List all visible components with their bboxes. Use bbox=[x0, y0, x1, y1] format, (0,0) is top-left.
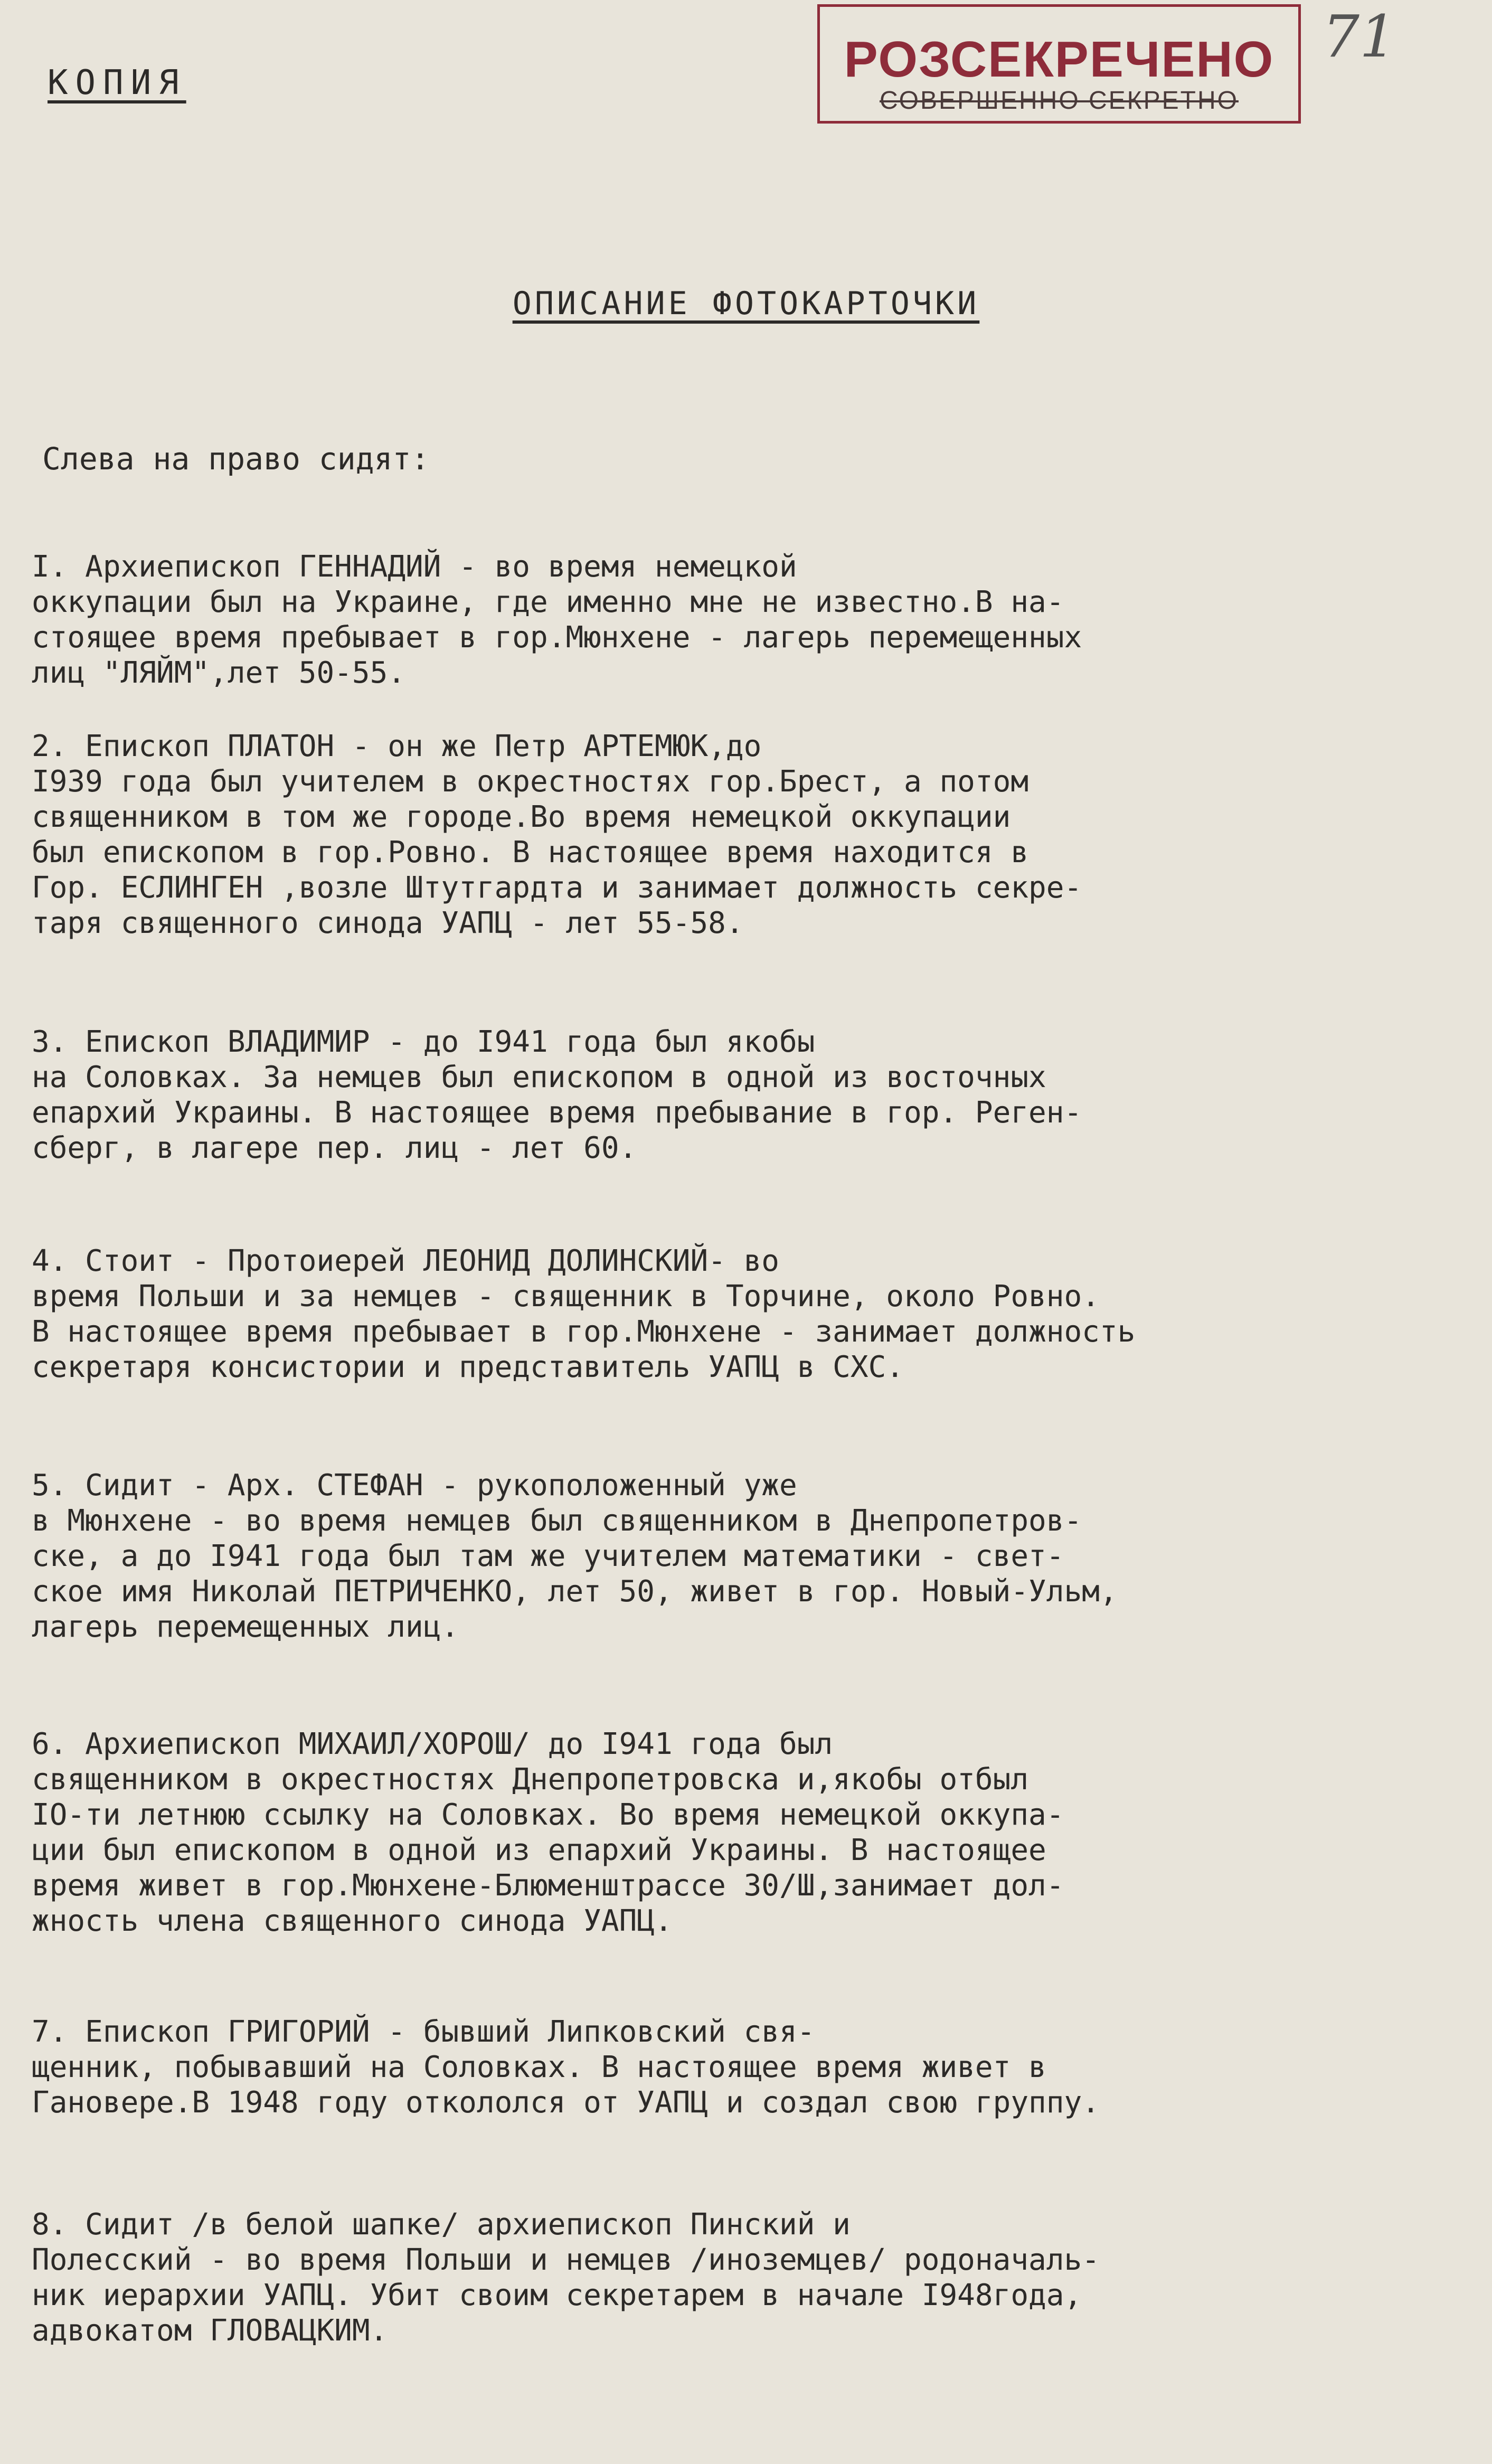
declassified-stamp bbox=[817, 4, 1301, 124]
item-5: 5. Сидит - Арх. СТЕФАН - рукоположенный уже в Мюнхене - во время немцев был священником в Днепропетров- ске, а до I941 года был там же учителем математики - свет- ское имя Николай ПЕТРИЧЕНКО, лет 50, живет в гор. Новый-Ульм, лагерь перемещенных лиц. bbox=[32, 1468, 1118, 1644]
item-8: 8. Сидит /в белой шапке/ архиепископ Пинский и Полесский - во время Польши и немцев /иноземцев/ родоначаль- ник иерархии УАПЦ. Убит своим секретарем в начале I948года, адвокатом ГЛОВАЦКИМ. bbox=[32, 2207, 1100, 2348]
intro-line: Слева на право сидят: bbox=[42, 441, 430, 477]
item-2: 2. Епископ ПЛАТОН - он же Петр АРТЕМЮК,до I939 года был учителем в окрестностях гор.Брест, а потом священником в том же городе.Во время немецкой оккупации был епископом в гор.Ровно. В настоящее время находится в Гор. ЕСЛИНГЕН ,возле Штутгардта и занимает должность секре- таря священного синода УАПЦ - лет 55-58. bbox=[32, 729, 1082, 940]
item-1: I. Архиепископ ГЕННАДИЙ - во время немецкой оккупации был на Украине, где именно мне не известно.В на- стоящее время пребывает в гор.Мюнхене - лагерь перемещенных лиц "ЛЯЙМ",лет 50-55. bbox=[32, 550, 1082, 690]
copy-mark: КОПИЯ bbox=[48, 63, 186, 102]
item-6: 6. Архиепископ МИХАИЛ/ХОРОШ/ до I941 года был священником в окрестностях Днепропетровска и,якобы отбыл IO-ти летнюю ссылку на Соловках. Во время немецкой оккупа- ции был епископом в одной из епархий Украины. В настоящее время живет в гор.Мюнхене-Блюменштрассе 30/Ш,занимает дол- жность члена священного синода УАПЦ. bbox=[32, 1727, 1064, 1938]
document-title: ОПИСАНИЕ ФОТОКАРТОЧКИ bbox=[512, 285, 980, 322]
item-7: 7. Епископ ГРИГОРИЙ - бывший Липковский свя- щенник, побывавший на Соловках. В настоящее время живет в Гановере.В 1948 году откололся от УАПЦ и создал свою группу. bbox=[32, 2015, 1100, 2120]
item-4: 4. Стоит - Протоиерей ЛЕОНИД ДОЛИНСКИЙ- во время Польши и за немцев - священник в Торчине, около Ровно. В настоящее время пребывает в гор.Мюнхене - занимает должность секретаря консистории и представитель УАПЦ в СХС. bbox=[32, 1244, 1136, 1384]
page-number: 71 bbox=[1323, 3, 1396, 70]
item-3: 3. Епископ ВЛАДИМИР - до I941 года был якобы на Соловках. За немцев был епископом в одной из восточных епархий Украины. В настоящее время пребывание в гор. Реген- сберг, в лагере пер. лиц - лет 60. bbox=[32, 1025, 1082, 1165]
stamp-main-text: РОЗСЕКРЕЧЕНО bbox=[844, 31, 1274, 88]
stamp-sub-text: СОВЕРШЕННО СЕКРЕТНО bbox=[880, 87, 1239, 115]
